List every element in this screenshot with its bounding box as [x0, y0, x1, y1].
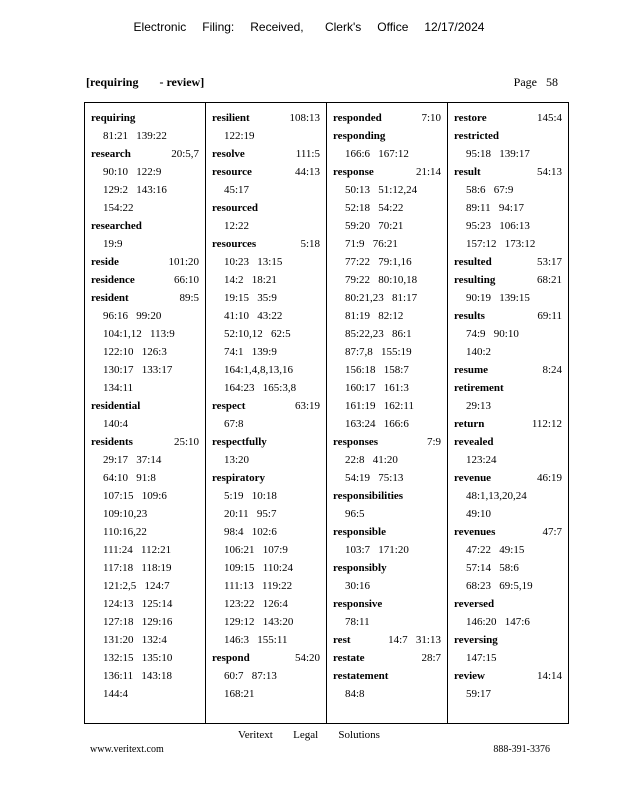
- index-entry: [333, 487, 441, 523]
- index-entry: [454, 433, 562, 469]
- index-entry: [91, 145, 199, 217]
- index-entry: [212, 649, 320, 703]
- index-entry-header: [212, 163, 320, 181]
- index-column-3: [327, 103, 448, 723]
- index-ref-line: 157:12 173:12: [466, 238, 536, 250]
- index-ref-line: 111:13 119:22: [224, 580, 293, 592]
- index-refs: 53:17: [536, 256, 562, 268]
- index-entry-header: [454, 109, 562, 127]
- index-entry: [454, 361, 562, 379]
- index-term: resourced: [212, 202, 259, 214]
- index-ref-line: 29:17 37:14: [103, 454, 162, 466]
- index-ref-line: 10:23 13:15: [224, 256, 283, 268]
- index-ref-line: 122:10 126:3: [103, 346, 167, 358]
- index-entry-header: [212, 235, 320, 253]
- index-entry: [212, 163, 320, 199]
- index-ref-line: 52:18 54:22: [345, 202, 404, 214]
- index-term: results: [454, 310, 485, 322]
- index-ref-line: 78:11: [345, 616, 370, 628]
- filing-stamp: Electronic Filing: Received, Clerk's Office 12/17/2024: [133, 20, 485, 34]
- index-entry: [454, 523, 562, 595]
- index-ref-line: 14:2 18:21: [224, 274, 277, 286]
- index-entry-header: [454, 523, 562, 541]
- index-entry-header: [333, 109, 441, 127]
- index-term: response: [333, 166, 374, 178]
- index-ref-line: 146:20 147:6: [466, 616, 530, 628]
- index-ref-line: 124:13 125:14: [103, 598, 173, 610]
- index-entry-header: [91, 145, 199, 163]
- index-term: reside: [91, 256, 119, 268]
- index-ref-line: 54:19 75:13: [345, 472, 404, 484]
- index-term: responsibilities: [333, 490, 404, 502]
- index-entry: [212, 145, 320, 163]
- index-term: resources: [212, 238, 257, 250]
- index-ref-line: 96:5: [345, 508, 365, 520]
- index-entry-header: [91, 289, 199, 307]
- index-term: researched: [91, 220, 142, 232]
- index-ref-line: 144:4: [103, 688, 129, 700]
- index-ref-line: 95:23 106:13: [466, 220, 530, 232]
- index-term: resulted: [454, 256, 492, 268]
- index-entry-header: [454, 415, 562, 433]
- index-entry: [212, 469, 320, 649]
- index-term: requiring: [91, 112, 136, 124]
- index-refs: 14:7 31:13: [388, 634, 441, 646]
- index-entry-header: [333, 559, 441, 577]
- index-ref-line: 29:13: [466, 400, 492, 412]
- index-entry: [454, 271, 562, 307]
- index-term: resume: [454, 364, 489, 376]
- index-ref-line: 129:2 143:16: [103, 184, 167, 196]
- index-entry: [333, 559, 441, 595]
- index-entry: [333, 433, 441, 487]
- index-refs: 47:7: [542, 526, 562, 538]
- index-ref-line: 134:11: [103, 382, 134, 394]
- index-refs: 20:5,7: [171, 148, 199, 160]
- index-entry-header: [212, 397, 320, 415]
- index-column-4: [448, 103, 568, 723]
- index-entry: [333, 595, 441, 631]
- index-refs: 108:13: [289, 112, 320, 124]
- index-entry: [454, 379, 562, 415]
- index-entry-header: [333, 163, 441, 181]
- index-term: respond: [212, 652, 250, 664]
- index-ref-line: 89:11 94:17: [466, 202, 524, 214]
- index-refs: 63:19: [294, 400, 320, 412]
- index-ref-line: 117:18 118:19: [103, 562, 172, 574]
- index-term: revenue: [454, 472, 492, 484]
- index-ref-line: 67:8: [224, 418, 244, 430]
- index-ref-line: 107:15 109:6: [103, 490, 167, 502]
- index-ref-line: 57:14 58:6: [466, 562, 519, 574]
- index-column-2: [206, 103, 327, 723]
- index-ref-line: 81:21 139:22: [103, 130, 167, 142]
- index-entry: [454, 469, 562, 523]
- index-ref-line: 85:22,23 86:1: [345, 328, 412, 340]
- index-ref-line: 164:1,4,8,13,16: [224, 364, 294, 376]
- index-ref-line: 147:15: [466, 652, 497, 664]
- index-entry: [454, 127, 562, 163]
- index-entry-header: [91, 217, 199, 235]
- index-ref-line: 41:10 43:22: [224, 310, 283, 322]
- index-entry: [454, 595, 562, 631]
- index-term: residence: [91, 274, 135, 286]
- index-ref-line: 95:18 139:17: [466, 148, 530, 160]
- index-ref-line: 140:2: [466, 346, 492, 358]
- index-term: resident: [91, 292, 129, 304]
- index-entry: [212, 433, 320, 469]
- index-refs: 8:24: [542, 364, 562, 376]
- index-entry: [454, 631, 562, 667]
- index-term: residential: [91, 400, 141, 412]
- index-ref-line: 68:23 69:5,19: [466, 580, 533, 592]
- index-term: restricted: [454, 130, 499, 142]
- index-entry: [91, 109, 199, 145]
- index-ref-line: 81:19 82:12: [345, 310, 404, 322]
- index-ref-line: 103:7 171:20: [345, 544, 409, 556]
- index-entry-header: [454, 361, 562, 379]
- index-ref-line: 166:6 167:12: [345, 148, 409, 160]
- index-range: [requiring - review]: [86, 75, 205, 89]
- index-entry-header: [91, 271, 199, 289]
- index-ref-line: 109:10,23: [103, 508, 148, 520]
- index-entry-header: [91, 433, 199, 451]
- index-ref-line: 90:10 122:9: [103, 166, 162, 178]
- index-ref-line: 48:1,13,20,24: [466, 490, 527, 502]
- index-ref-line: 22:8 41:20: [345, 454, 398, 466]
- index-ref-line: 19:15 35:9: [224, 292, 277, 304]
- index-entry-header: [454, 469, 562, 487]
- index-entry-header: [212, 649, 320, 667]
- index-ref-line: 64:10 91:8: [103, 472, 156, 484]
- index-ref-line: 129:12 143:20: [224, 616, 294, 628]
- index-entry: [454, 109, 562, 127]
- index-term: research: [91, 148, 131, 160]
- index-ref-line: 109:15 110:24: [224, 562, 293, 574]
- index-entry: [333, 163, 441, 433]
- index-ref-line: 45:17: [224, 184, 250, 196]
- index-ref-line: 13:20: [224, 454, 250, 466]
- index-entry: [212, 397, 320, 433]
- index-ref-line: 60:7 87:13: [224, 670, 277, 682]
- index-term: revealed: [454, 436, 494, 448]
- index-term: restate: [333, 652, 365, 664]
- index-term: restore: [454, 112, 487, 124]
- footer-website: www.veritext.com: [90, 744, 164, 755]
- index-refs: 21:14: [415, 166, 441, 178]
- index-ref-line: 71:9 76:21: [345, 238, 398, 250]
- index-ref-line: 58:6 67:9: [466, 184, 514, 196]
- index-refs: 68:21: [536, 274, 562, 286]
- index-entry: [333, 631, 441, 649]
- index-ref-line: 104:1,12 113:9: [103, 328, 175, 340]
- page-number: Page 58: [513, 75, 558, 89]
- index-term: respiratory: [212, 472, 265, 484]
- index-ref-line: 84:8: [345, 688, 365, 700]
- index-entry: [212, 109, 320, 145]
- index-term: responding: [333, 130, 386, 142]
- index-entry-header: [454, 433, 562, 451]
- index-entry-header: [333, 433, 441, 451]
- index-term: respectfully: [212, 436, 267, 448]
- index-refs: 54:13: [536, 166, 562, 178]
- index-entry-header: [454, 379, 562, 397]
- index-ref-line: 52:10,12 62:5: [224, 328, 291, 340]
- index-entry-header: [333, 523, 441, 541]
- index-refs: 66:10: [173, 274, 199, 286]
- index-refs: 89:5: [179, 292, 199, 304]
- index-entry-header: [454, 253, 562, 271]
- index-refs: 25:10: [173, 436, 199, 448]
- index-refs: 54:20: [294, 652, 320, 664]
- index-term: resulting: [454, 274, 496, 286]
- index-column-1: [85, 103, 206, 723]
- index-refs: 44:13: [294, 166, 320, 178]
- index-ref-line: 30:16: [345, 580, 371, 592]
- index-entry-header: [333, 667, 441, 685]
- index-entry: [91, 217, 199, 253]
- index-entry-header: [454, 271, 562, 289]
- index-ref-line: 74:9 90:10: [466, 328, 519, 340]
- index-ref-line: 154:22: [103, 202, 134, 214]
- index-ref-line: 123:22 126:4: [224, 598, 288, 610]
- index-ref-line: 130:17 133:17: [103, 364, 173, 376]
- index-ref-line: 77:22 79:1,16: [345, 256, 412, 268]
- index-refs: 7:10: [421, 112, 441, 124]
- index-ref-line: 122:19: [224, 130, 255, 142]
- index-entry-header: [454, 667, 562, 685]
- index-ref-line: 98:4 102:6: [224, 526, 277, 538]
- footer-phone: 888-391-3376: [493, 744, 550, 755]
- index-refs: 5:18: [300, 238, 320, 250]
- index-entry: [454, 163, 562, 253]
- index-term: retirement: [454, 382, 504, 394]
- index-ref-line: 146:3 155:11: [224, 634, 288, 646]
- index-entry-header: [333, 595, 441, 613]
- index-entry-header: [454, 595, 562, 613]
- index-entry-header: [333, 487, 441, 505]
- index-refs: 46:19: [536, 472, 562, 484]
- index-ref-line: 110:16,22: [103, 526, 147, 538]
- index-entry-header: [212, 145, 320, 163]
- index-entry-header: [454, 631, 562, 649]
- index-entry-header: [333, 127, 441, 145]
- index-entry-header: [91, 397, 199, 415]
- index-refs: 112:12: [531, 418, 562, 430]
- index-entry: [333, 127, 441, 163]
- index-entry: [333, 109, 441, 127]
- index-term: responded: [333, 112, 382, 124]
- index-ref-line: 79:22 80:10,18: [345, 274, 418, 286]
- index-entry-header: [454, 163, 562, 181]
- index-entry-header: [454, 127, 562, 145]
- index-entry: [454, 253, 562, 271]
- index-ref-line: 132:15 135:10: [103, 652, 173, 664]
- index-entry: [333, 523, 441, 559]
- index-term: restatement: [333, 670, 389, 682]
- index-ref-line: 49:10: [466, 508, 492, 520]
- word-index-grid: [84, 102, 569, 724]
- index-entry: [333, 667, 441, 703]
- index-entry: [91, 253, 199, 271]
- index-term: residents: [91, 436, 133, 448]
- index-entry: [91, 433, 199, 703]
- index-ref-line: 5:19 10:18: [224, 490, 277, 502]
- index-ref-line: 90:19 139:15: [466, 292, 530, 304]
- index-ref-line: 96:16 99:20: [103, 310, 162, 322]
- index-ref-line: 136:11 143:18: [103, 670, 172, 682]
- index-ref-line: 163:24 166:6: [345, 418, 409, 430]
- index-term: responsive: [333, 598, 383, 610]
- index-ref-line: 47:22 49:15: [466, 544, 525, 556]
- index-ref-line: 59:20 70:21: [345, 220, 404, 232]
- index-entry-header: [454, 307, 562, 325]
- index-ref-line: 74:1 139:9: [224, 346, 277, 358]
- index-entry: [212, 199, 320, 235]
- index-ref-line: 123:24: [466, 454, 497, 466]
- index-refs: 145:4: [536, 112, 562, 124]
- index-ref-line: 127:18 129:16: [103, 616, 173, 628]
- index-entry: [212, 235, 320, 397]
- index-ref-line: 111:24 112:21: [103, 544, 172, 556]
- index-ref-line: 20:11 95:7: [224, 508, 277, 520]
- index-ref-line: 106:21 107:9: [224, 544, 288, 556]
- index-refs: 7:9: [426, 436, 441, 448]
- index-ref-line: 160:17 161:3: [345, 382, 409, 394]
- index-ref-line: 168:21: [224, 688, 255, 700]
- index-refs: 28:7: [421, 652, 441, 664]
- index-term: resource: [212, 166, 252, 178]
- index-ref-line: 164:23 165:3,8: [224, 382, 297, 394]
- index-term: review: [454, 670, 485, 682]
- index-entry-header: [212, 469, 320, 487]
- index-term: reversed: [454, 598, 495, 610]
- index-entry-header: [212, 199, 320, 217]
- index-ref-line: 12:22: [224, 220, 250, 232]
- index-term: responsible: [333, 526, 386, 538]
- index-refs: 69:11: [537, 310, 562, 322]
- index-entry: [333, 649, 441, 667]
- index-ref-line: 156:18 158:7: [345, 364, 409, 376]
- index-term: resilient: [212, 112, 250, 124]
- index-ref-line: 161:19 162:11: [345, 400, 414, 412]
- index-term: revenues: [454, 526, 496, 538]
- index-entry-header: [333, 631, 441, 649]
- index-entry: [454, 667, 562, 703]
- index-term: reversing: [454, 634, 498, 646]
- index-entry: [454, 415, 562, 433]
- index-ref-line: 140:4: [103, 418, 129, 430]
- index-term: result: [454, 166, 481, 178]
- index-entry-header: [333, 649, 441, 667]
- index-entry: [91, 289, 199, 397]
- index-refs: 101:20: [168, 256, 199, 268]
- index-entry-header: [91, 253, 199, 271]
- index-ref-line: 80:21,23 81:17: [345, 292, 418, 304]
- index-ref-line: 59:17: [466, 688, 492, 700]
- index-term: rest: [333, 634, 351, 646]
- index-entry: [454, 307, 562, 361]
- index-ref-line: 87:7,8 155:19: [345, 346, 412, 358]
- index-term: responses: [333, 436, 379, 448]
- footer-company: Veritext Legal Solutions: [238, 729, 380, 741]
- index-entry-header: [212, 109, 320, 127]
- index-ref-line: 121:2,5 124:7: [103, 580, 170, 592]
- index-refs: 14:14: [536, 670, 562, 682]
- index-term: return: [454, 418, 485, 430]
- index-term: responsibly: [333, 562, 387, 574]
- index-entry: [91, 397, 199, 433]
- index-ref-line: 19:9: [103, 238, 123, 250]
- index-refs: 111:5: [295, 148, 320, 160]
- index-entry-header: [91, 109, 199, 127]
- index-term: respect: [212, 400, 246, 412]
- index-ref-line: 131:20 132:4: [103, 634, 167, 646]
- index-ref-line: 50:13 51:12,24: [345, 184, 418, 196]
- index-entry-header: [212, 433, 320, 451]
- index-entry: [91, 271, 199, 289]
- index-term: resolve: [212, 148, 245, 160]
